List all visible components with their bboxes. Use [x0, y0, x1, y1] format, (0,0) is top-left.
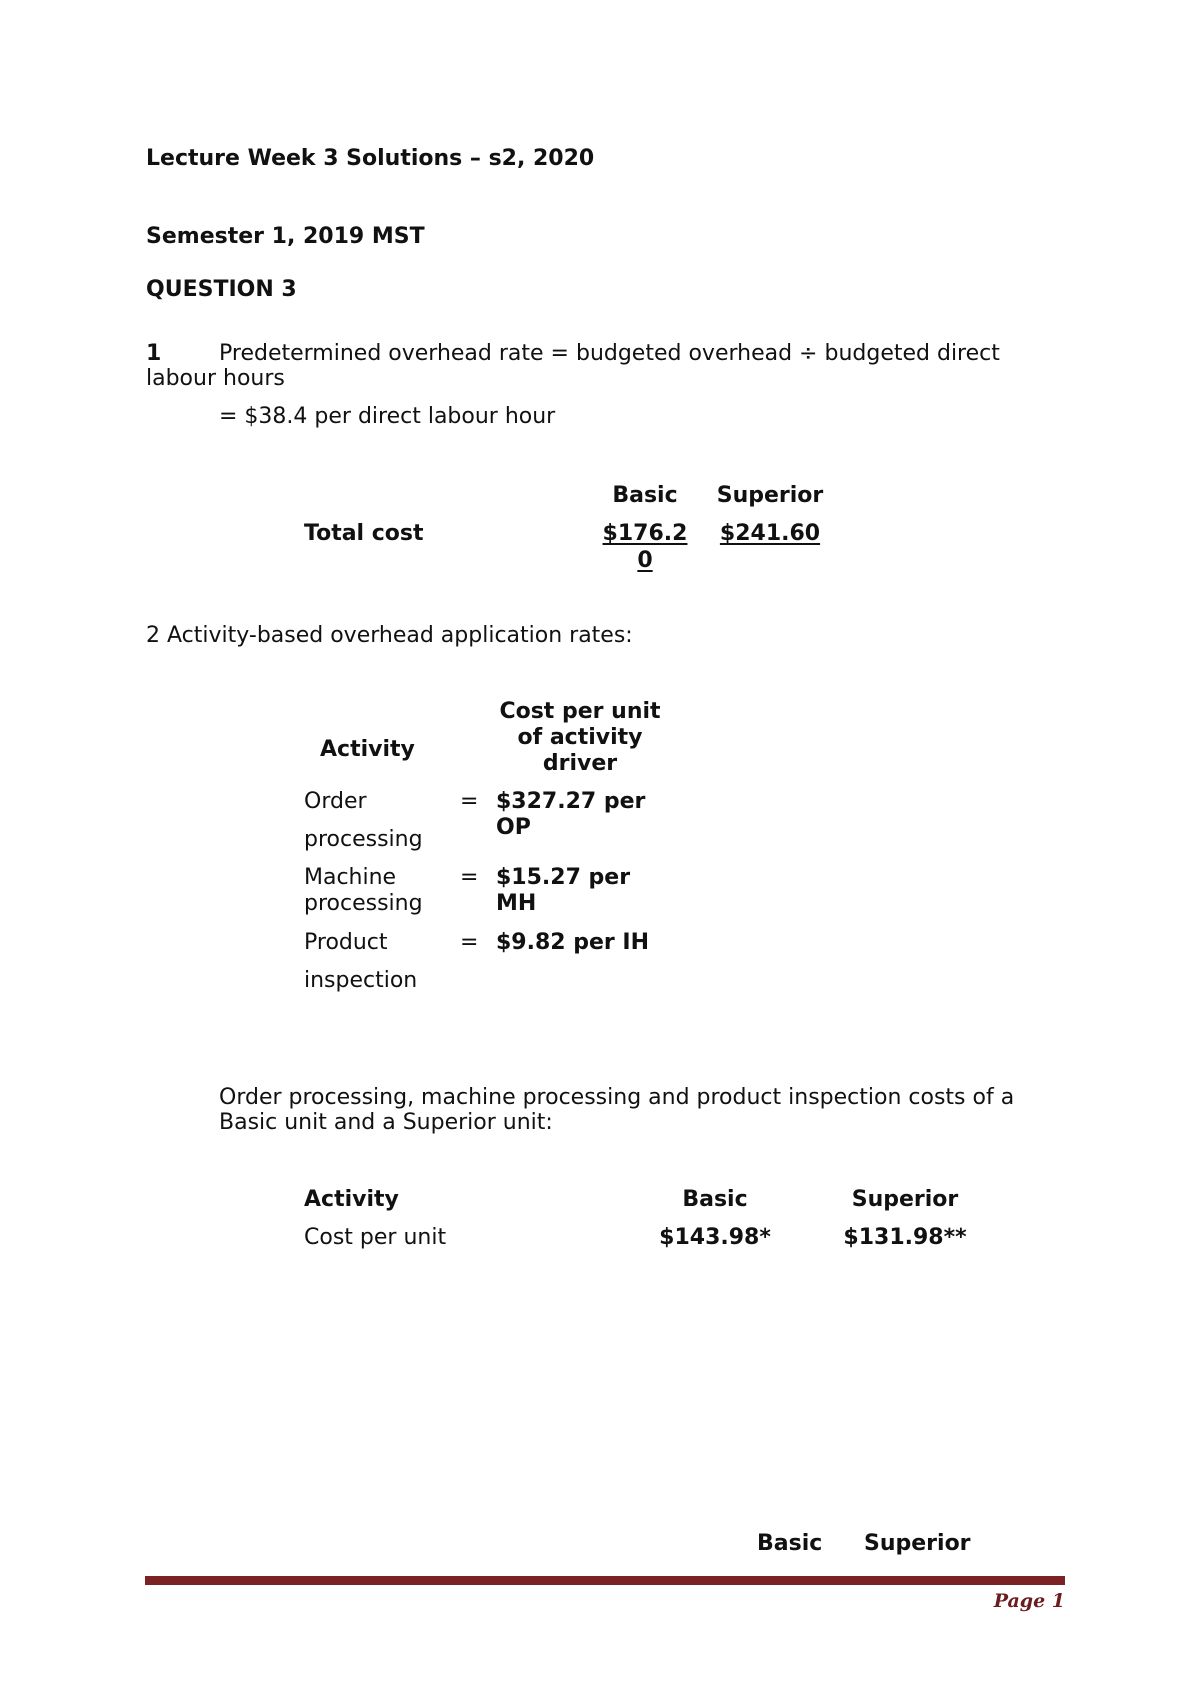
part1-superior-value: $241.60 — [719, 521, 821, 546]
part1-text-line1: Predetermined overhead rate = budgeted overhead ÷ budgeted direct — [219, 341, 1000, 366]
footer-rule — [145, 1576, 1065, 1585]
rates-col-cost-line2: of activity — [517, 725, 643, 750]
part2-paragraph-line1: Order processing, machine processing and product inspection costs of a — [219, 1085, 1015, 1110]
question-heading: QUESTION 3 — [146, 277, 297, 302]
bottom-col-basic: Basic — [757, 1531, 823, 1556]
rates-row2-cost-l1: $15.27 per — [496, 865, 631, 890]
part1-basic-value-line1: $176.2 — [602, 521, 688, 546]
rates-row1-cost-l1: $327.27 per — [496, 789, 646, 814]
part1-col-basic: Basic — [612, 483, 678, 508]
part2-heading: 2 Activity-based overhead application rates: — [146, 623, 633, 648]
rates-row2-activity-l1: Machine — [304, 865, 397, 890]
rates-col-cost-line1: Cost per unit — [499, 699, 661, 724]
part1-row-label: Total cost — [304, 521, 424, 546]
document-title: Lecture Week 3 Solutions – s2, 2020 — [146, 146, 595, 171]
part2-paragraph-line2: Basic unit and a Superior unit: — [219, 1110, 553, 1135]
rates-row3-activity-l1: Product — [304, 930, 388, 955]
rates-row3-eq: = — [460, 930, 479, 955]
part1-basic-value-line2: 0 — [637, 548, 653, 573]
bottom-col-superior: Superior — [864, 1531, 971, 1556]
costs-basic-value: $143.98* — [659, 1225, 771, 1250]
rates-row3-activity-l2: inspection — [304, 968, 418, 993]
costs-col-activity: Activity — [304, 1187, 399, 1212]
rates-row2-eq: = — [460, 865, 479, 890]
page-number: Page 1 — [993, 1590, 1065, 1612]
rates-row2-activity-l2: processing — [304, 891, 423, 916]
part1-col-superior: Superior — [716, 483, 824, 508]
rates-row1-activity-l2: processing — [304, 827, 423, 852]
costs-col-superior: Superior — [851, 1187, 959, 1212]
rates-row3-cost-l1: $9.82 per IH — [496, 930, 650, 955]
costs-col-basic: Basic — [682, 1187, 748, 1212]
document-subtitle: Semester 1, 2019 MST — [146, 224, 425, 249]
rates-col-activity: Activity — [320, 737, 415, 762]
rates-row1-cost-l2: OP — [496, 815, 531, 840]
costs-superior-value: $131.98** — [843, 1225, 967, 1250]
part1-result: = $38.4 per direct labour hour — [219, 404, 556, 429]
costs-row-label: Cost per unit — [304, 1225, 447, 1250]
rates-col-cost-line3: driver — [542, 751, 618, 776]
rates-row2-cost-l2: MH — [496, 891, 537, 916]
rates-row1-eq: = — [460, 789, 479, 814]
part1-number: 1 — [146, 341, 162, 366]
rates-row1-activity-l1: Order — [304, 789, 367, 814]
part1-text-line2: labour hours — [146, 366, 285, 391]
